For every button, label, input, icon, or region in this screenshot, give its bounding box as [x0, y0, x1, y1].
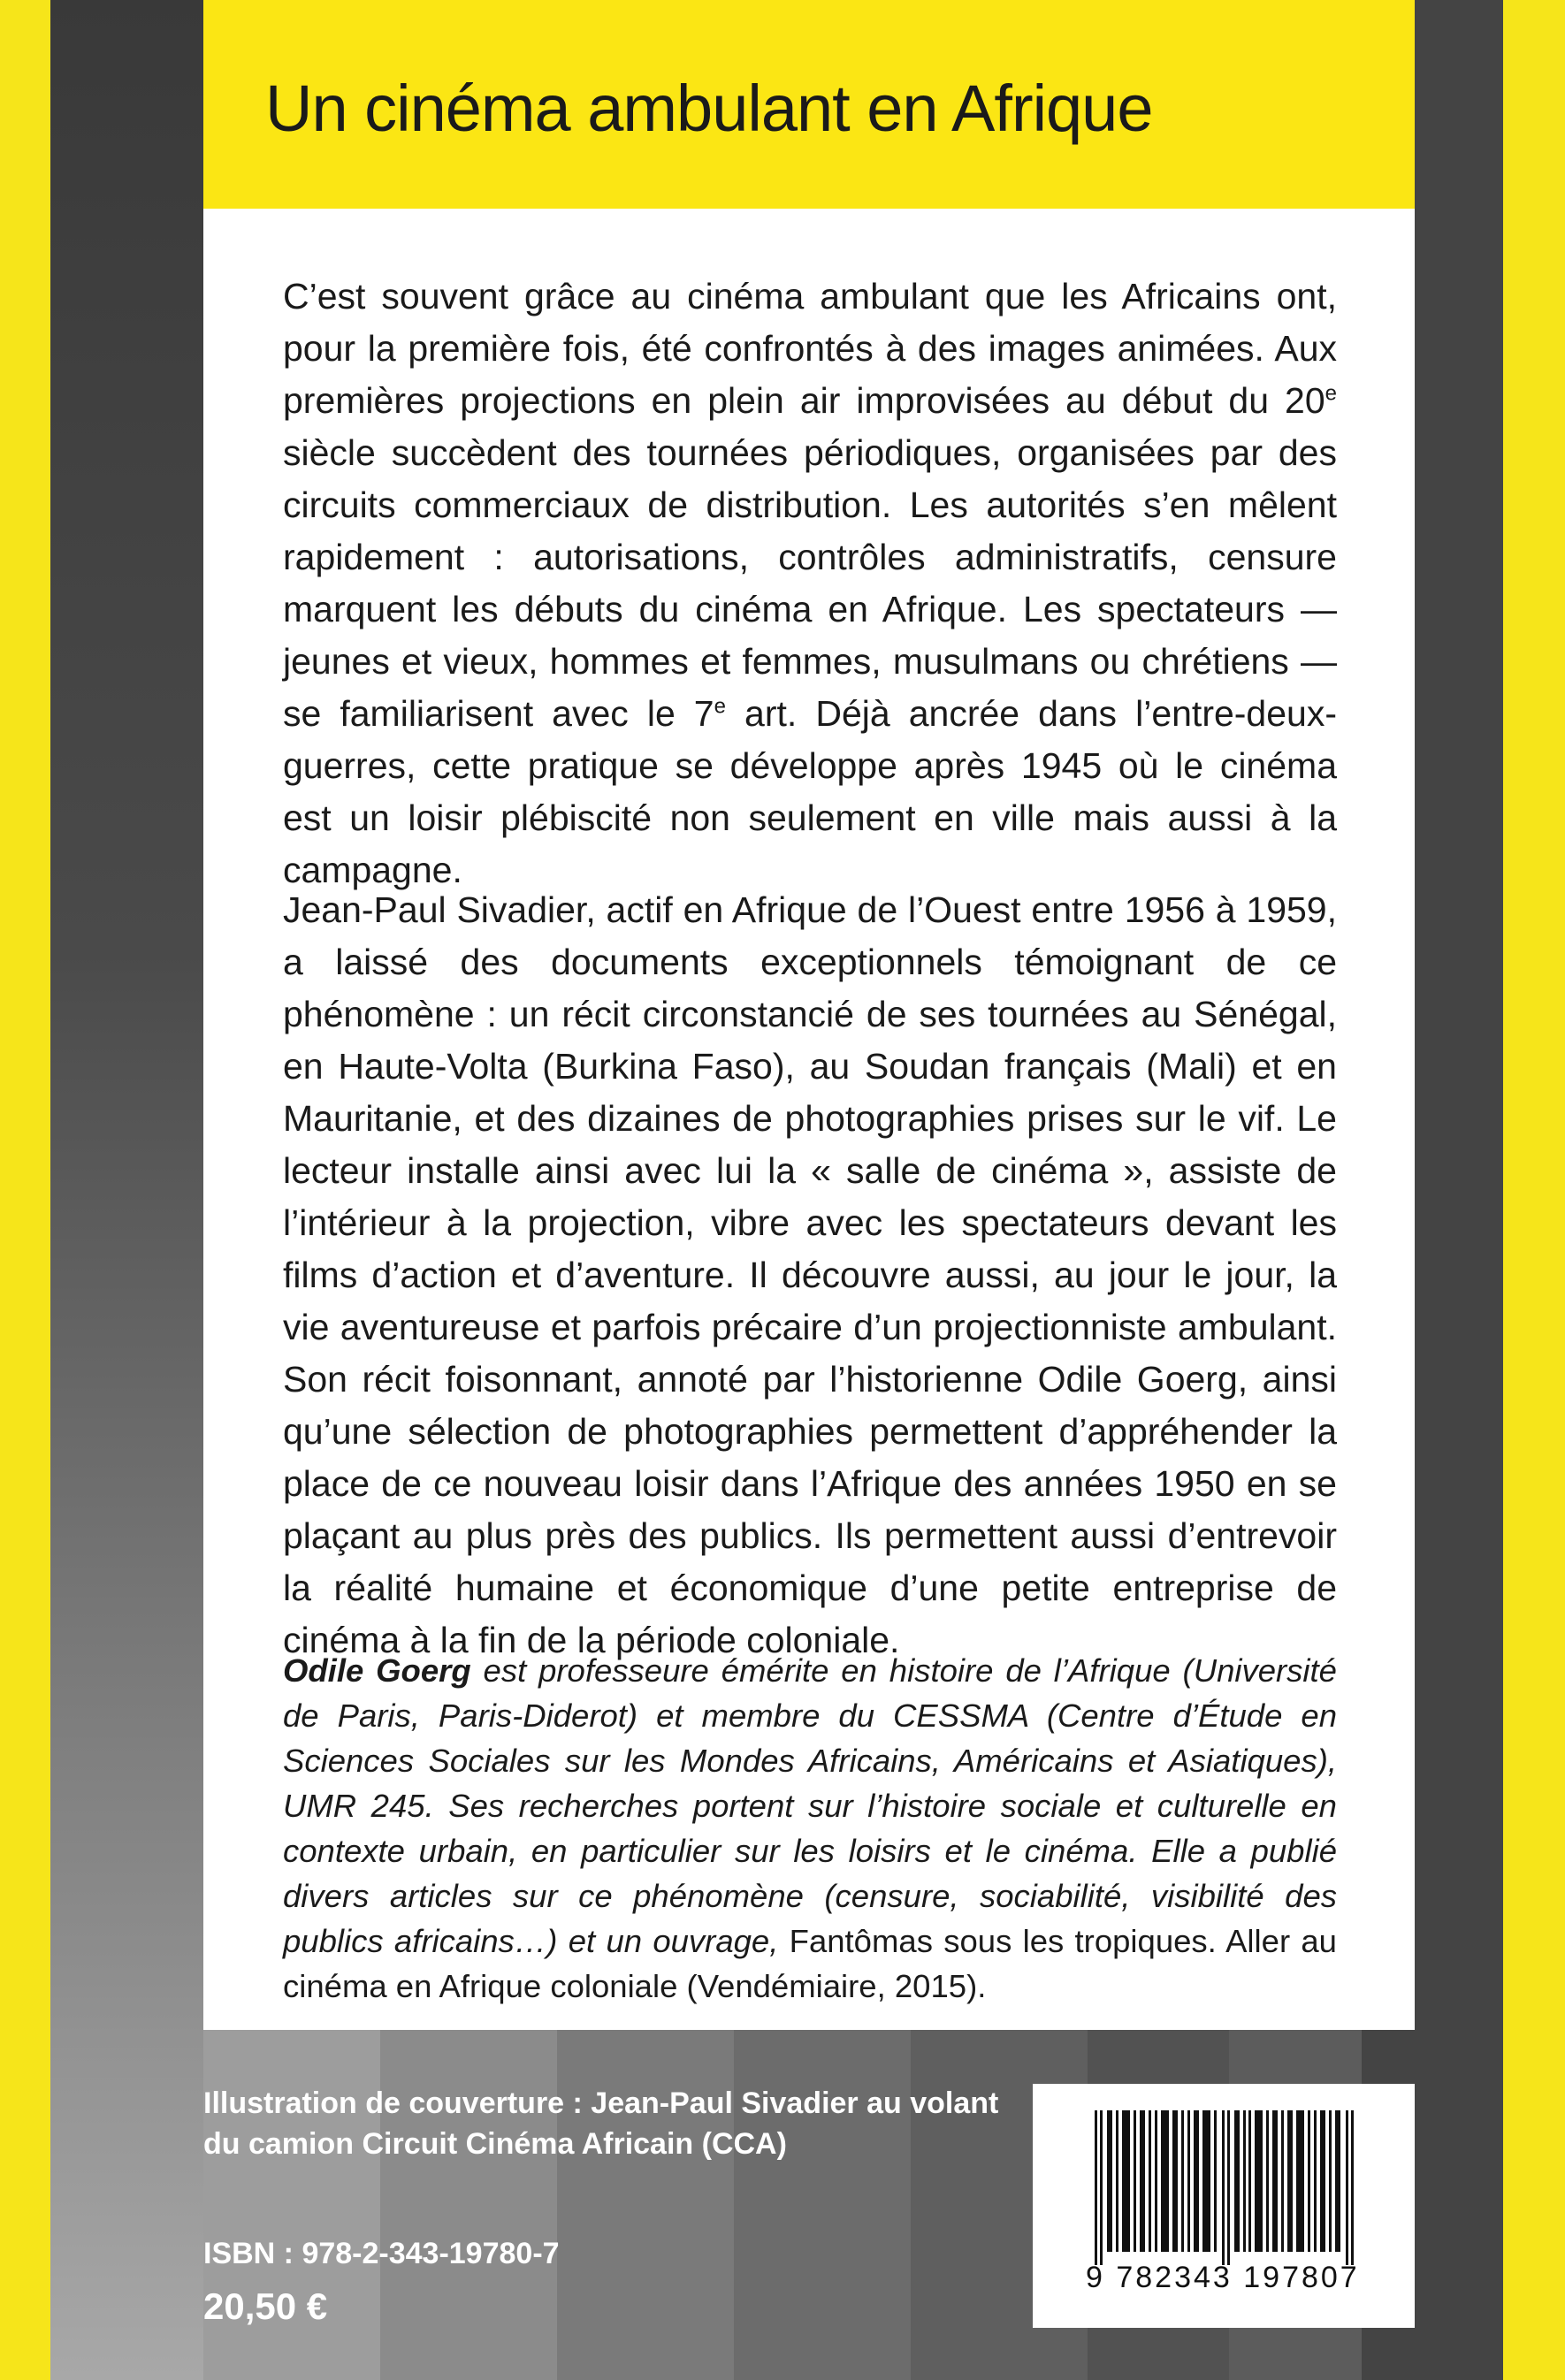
summary-paragraph-1: C’est souvent grâce au cinéma ambulant que les Africains ont, pour la première fois, été confrontés à des images animées. Aux premières projections en plein air improvisées au début du 20e siècle succèdent des tournées périodiques, organisées par des circuits commerciaux de distribution. Les autorités s’en mêlent rapidement : autorisations, contrôles administratifs, censure marquent les débuts du cinéma en Afrique. Les spectateurs — jeunes et vieux, hommes et femmes, musulmans ou chrétiens — se familiarisent avec le 7e art. Déjà ancrée dans l’entre-deux-guerres, cette pratique se développe après 1945 où le cinéma est un loisir plébiscité non seulement en ville mais aussi à la campagne.	[283, 276, 1337, 890]
barcode	[1033, 2084, 1415, 2328]
isbn: ISBN : 978-2-343-19780-7	[203, 2237, 560, 2270]
price: 20,50 €	[203, 2285, 328, 2327]
book-title: Un cinéma ambulant en Afrique	[265, 72, 1153, 145]
author-bio: Odile Goerg est professeure émérite en histoire de l’Afrique (Université de Paris, Paris-Diderot) et membre du CESSMA (Centre d’Étude en Sciences Sociales sur les Mondes Africains, Américains et Asiatiques), UMR 245. Ses recherches portent sur l’histoire sociale et culturelle en contexte urbain, en particulier sur les loisirs et le cinéma. Elle a publié divers articles sur ce phénomène (censure, sociabilité, visibilité des publics africains…) et un ouvrage, Fantômas sous les tropiques. Aller au cinéma en Afrique coloniale (Vendémiaire, 2015).	[283, 1652, 1337, 2004]
author-name: Odile Goerg	[283, 1652, 471, 1689]
left-yellow-stripe	[0, 0, 50, 2380]
cover-illustration-credit: Illustration de couverture : Jean-Paul Sivadier au volant du camion Circuit Cinéma Africain (CCA)	[203, 2086, 999, 2161]
right-yellow-stripe	[1503, 0, 1565, 2380]
barcode-bars	[1095, 2110, 1360, 2265]
summary-paragraph-2: Jean-Paul Sivadier, actif en Afrique de l’Ouest entre 1956 à 1959, a laissé des documents exceptionnels témoignant de ce phénomène : un récit circonstancié de ses tournées au Sénégal, en Haute-Volta (Burkina Faso), au Soudan français (Mali) et en Mauritanie, et des dizaines de photographies prises sur le vif. Le lecteur installe ainsi avec lui la « salle de cinéma », assiste de l’intérieur à la projection, vibre avec les spectateurs devant les films d’action et d’aventure. Il découvre aussi, au jour le jour, la vie aventureuse et parfois précaire d’un projectionniste ambulant. Son récit foisonnant, annoté par l’historienne Odile Goerg, ainsi qu’une sélection de photographies permettent d’appréhender la place de ce nouveau loisir dans l’Afrique des années 1950 en se plaçant au plus près des publics. Ils permettent aussi d’entrevoir la réalité humaine et économique d’une petite entreprise de cinéma à la fin de la période coloniale.	[283, 889, 1337, 1660]
left-gray-stripe	[50, 0, 203, 2380]
barcode-number: 9 782343 197807	[1086, 2261, 1360, 2294]
